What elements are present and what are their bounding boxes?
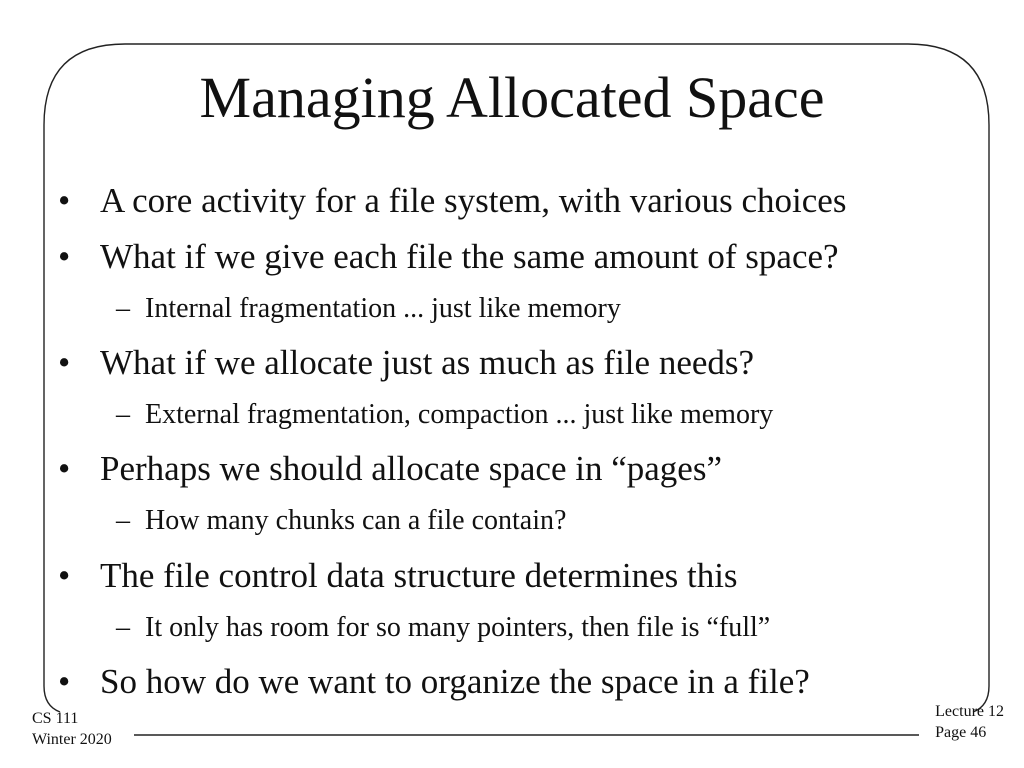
- sub-bullet-marker: –: [116, 612, 130, 643]
- footer-page-info: [935, 701, 1004, 743]
- lecture-label: Lecture 12: [935, 703, 1004, 720]
- sub-bullet-text: External fragmentation, compaction ... just like memory: [145, 399, 774, 430]
- sub-bullet-text: Internal fragmentation ... just like memory: [145, 293, 621, 324]
- sub-bullet-marker: –: [116, 505, 130, 536]
- page-number: Page 46: [935, 724, 987, 741]
- bullet-text: So how do we want to organize the space in a file?: [100, 662, 810, 701]
- bullet-marker: •: [58, 181, 71, 220]
- footer-course-info: [32, 708, 112, 750]
- slide-title: Managing Allocated Space: [199, 65, 825, 130]
- course-label: CS 111: [32, 710, 79, 727]
- bullet-marker: •: [58, 556, 71, 595]
- sub-bullet-marker: –: [116, 399, 130, 430]
- bullet-marker: •: [58, 237, 71, 276]
- bullet-text: What if we give each file the same amount of space?: [100, 237, 839, 276]
- bullet-marker: •: [58, 449, 71, 488]
- bullet-text: The file control data structure determines this: [100, 556, 738, 595]
- bullet-marker: •: [58, 343, 71, 382]
- bullet-text: A core activity for a file system, with various choices: [100, 181, 847, 220]
- bullet-text: Perhaps we should allocate space in “pages”: [100, 449, 722, 488]
- sub-bullet-text: It only has room for so many pointers, then file is “full”: [145, 612, 771, 643]
- sub-bullet-text: How many chunks can a file contain?: [145, 505, 567, 536]
- bullet-marker: •: [58, 662, 71, 701]
- bullet-text: What if we allocate just as much as file needs?: [100, 343, 755, 382]
- term-label: Winter 2020: [32, 731, 112, 748]
- sub-bullet-marker: –: [116, 293, 130, 324]
